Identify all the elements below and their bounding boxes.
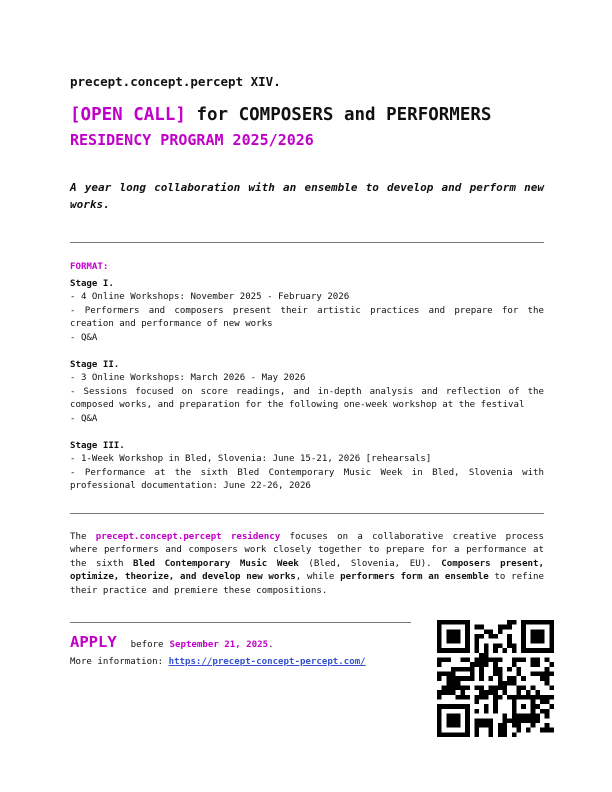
- stage-2-block: [70, 359, 544, 427]
- qr-code: [437, 620, 554, 737]
- stage-3-item: - 1-Week Workshop in Bled, Slovenia: June 15-21, 2026 [rehearsals]: [70, 454, 432, 464]
- stage-1-item: - Performers and composers present their artistic practices and prepare for the creation and performance of new works: [70, 305, 544, 329]
- title-rest: for COMPOSERS and PERFORMERS: [185, 105, 492, 125]
- apply-period: .: [268, 640, 274, 650]
- stage-1-title: Stage I.: [70, 278, 114, 289]
- about-text: to refine their practice and premiere these compositions.: [70, 572, 544, 596]
- apply-before-text: before: [130, 640, 164, 650]
- stage-3-item: - Performance at the sixth Bled Contemporary Music Week in Bled, Slovenia with professional documentation: June 22-26, 2026: [70, 467, 544, 491]
- about-performers-role: performers form an ensemble: [340, 572, 489, 582]
- stage-2-item: - 3 Online Workshops: March 2026 - May 2026: [70, 373, 306, 383]
- stage-2-item: - Sessions focused on score readings, and in-depth analysis and reflection of the composed works, and preparation for the following one-week workshop at the festival: [70, 386, 544, 410]
- series-title: precept.concept.percept XIV.: [70, 74, 281, 89]
- format-heading: FORMAT:: [70, 262, 109, 272]
- subtitle-residency-program: RESIDENCY PROGRAM 2025/2026: [70, 131, 314, 149]
- about-text: The: [70, 531, 96, 542]
- tagline: A year long collaboration with an ensemble to develop and perform new works.: [70, 181, 544, 211]
- stage-3-block: [70, 440, 544, 494]
- divider-top: [70, 242, 544, 243]
- stage-2-item: - Q&A: [70, 413, 98, 424]
- divider-bottom: [70, 622, 411, 623]
- apply-deadline: September 21, 2025: [169, 640, 269, 650]
- stage-1-item: - 4 Online Workshops: November 2025 - February 2026: [70, 292, 350, 302]
- divider-middle: [70, 513, 544, 514]
- stage-1-block: [70, 278, 544, 346]
- apply-label: APPLY: [70, 633, 117, 651]
- page: [70, 0, 544, 669]
- stage-1-item: - Q&A: [70, 332, 98, 343]
- stage-2-title: Stage II.: [70, 359, 120, 370]
- about-text: (Bled, Slovenia, EU).: [298, 558, 442, 569]
- about-text: , while: [295, 572, 341, 582]
- about-composers-role: Composers present, optimize, theorize, and develop new works: [70, 558, 544, 582]
- about-text: focuses on a collaborative creative process where performers and composers work closely together to prepare for a performance at the sixth: [70, 531, 545, 569]
- stage-3-title: Stage III.: [70, 440, 125, 451]
- page-title: [70, 105, 544, 126]
- about-paragraph: [70, 531, 544, 599]
- about-festival-name: Bled Contemporary Music Week: [133, 558, 299, 569]
- about-residency-name: precept.concept.percept residency: [95, 531, 281, 542]
- website-link[interactable]: https://precept-concept-percept.com/: [168, 657, 366, 667]
- more-info-label: More information:: [70, 657, 169, 667]
- title-open-call: [OPEN CALL]: [70, 105, 186, 125]
